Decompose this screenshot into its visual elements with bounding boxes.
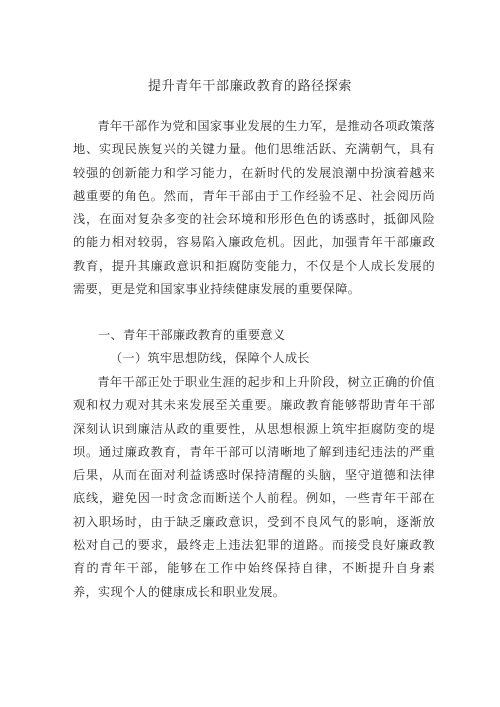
intro-paragraph: 青年干部作为党和国家事业发展的生力军，是推动各项政策落地、实现民族复兴的关键力量。他们思维活跃、充满朝气，具有较强的创新能力和学习能力，在新时代的发展浪潮中扮演着越来越重要的角色。然而，青年干部由于工作经验不足、社会阅历尚浅，在面对复杂多变的社会环境和形形色色的诱惑时，抵御风险的能力相对较弱，容易陷入廉政危机。因此，加强青年干部廉政教育，提升其廉政意识和拒腐防变能力，不仅是个人成长发展的需要，更是党和国家事业持续健康发展的重要保障。 <box>73 119 435 297</box>
section-heading: 一、青年干部廉政教育的重要意义 <box>98 328 286 342</box>
subsection-heading: （一）筑牢思想防线，保障个人成长 <box>110 351 310 365</box>
document-title: 提升青年干部廉政教育的路径探索 <box>147 79 352 94</box>
body-paragraph: 青年干部正处于职业生涯的起步和上升阶段，树立正确的价值观和权力观对其未来发展至关重要。廉政教育能够帮助青年干部深刻认识到廉洁从政的重要性，从思想根源上筑牢拒腐防变的堤坝。通过廉政教育，青年干部可以清晰地了解到违纪违法的严重后果，从而在面对利益诱惑时保持清醒的头脑，坚守道德和法律底线，避免因一时贪念而断送个人前程。例如，一些青年干部在初入职场时，由于缺乏廉政意识，受到不良风气的影响，逐渐放松对自己的要求，最终走上违法犯罪的道路。而接受良好廉政教育的青年干部，能够在工作中始终保持自律，不断提升自身素养，实现个人的健康成长和职业发展。 <box>73 375 435 599</box>
